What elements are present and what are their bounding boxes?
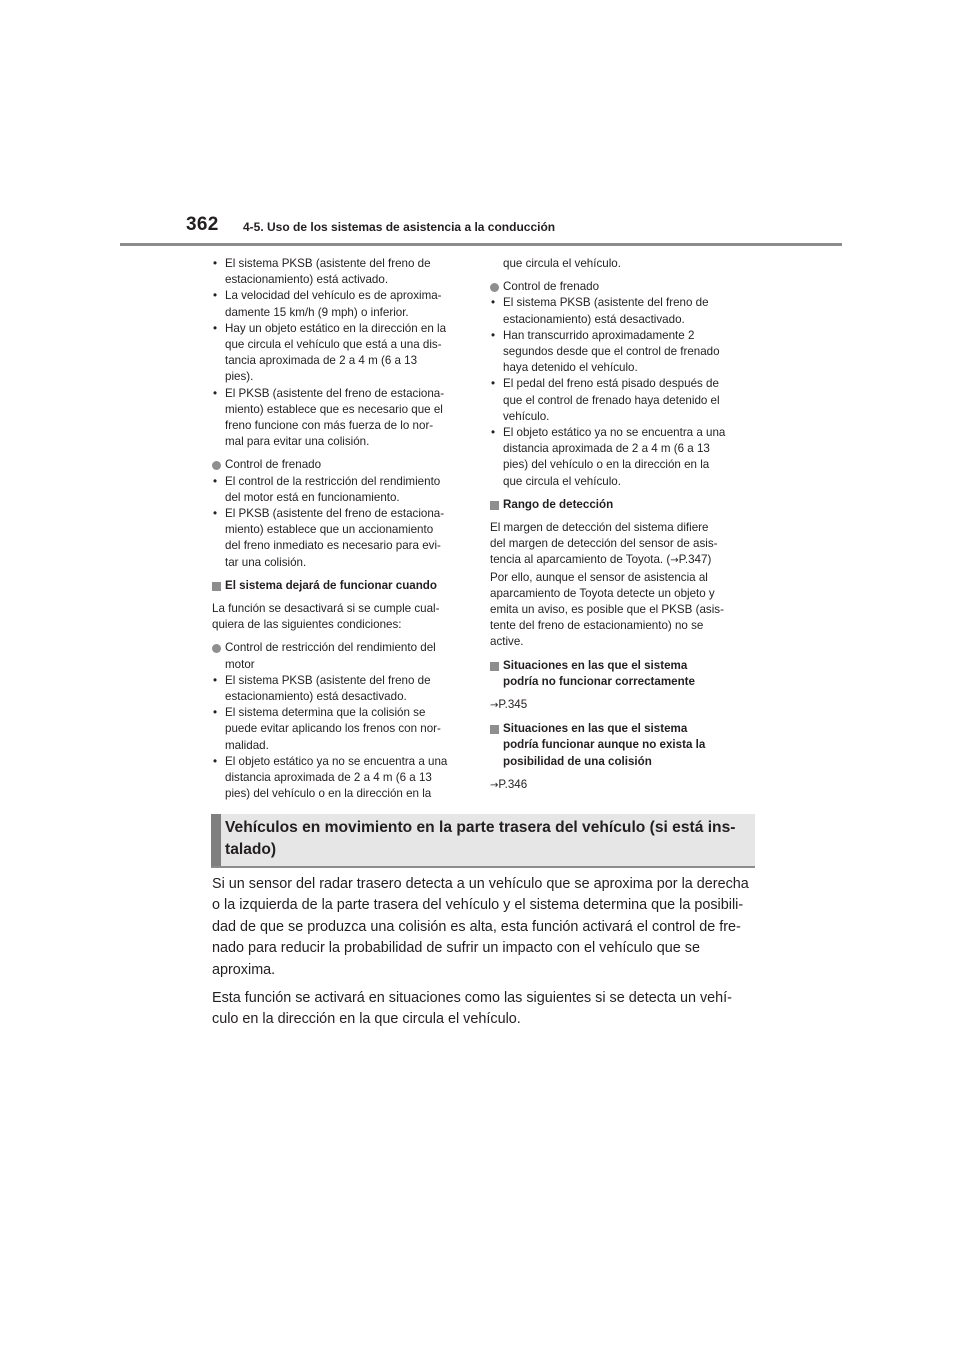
subsection bbox=[212, 640, 474, 802]
banner-title: Vehículos en movimiento en la parte trasera del vehículo (si está ins- talado) bbox=[225, 819, 736, 858]
heading: Situaciones en las que el sistema podría no funcionar correctamente bbox=[490, 658, 752, 690]
list-item: • La velocidad del vehículo es de aproxima- damente 15 km/h (9 mph) o inferior. bbox=[212, 288, 474, 320]
heading: Rango de detección bbox=[490, 497, 752, 513]
circle-bullet-icon bbox=[212, 461, 221, 470]
list-item: • El sistema determina que la colisión se puede evitar aplicando los frenos con nor- malidad. bbox=[212, 705, 474, 754]
square-bullet-icon bbox=[490, 725, 499, 734]
list-item: • El pedal del freno está pisado después de que el control de frenado haya detenido el vehículo. bbox=[490, 376, 752, 425]
left-column bbox=[212, 256, 474, 810]
page-number: 362 bbox=[186, 214, 219, 235]
header-rule bbox=[120, 243, 842, 246]
paragraph: El margen de detección del sistema difiere del margen de detección del sensor de asis- tencia al aparcamiento de Toyota. (→P.347) Por ello, aunque el sensor de asistencia al aparcamiento de Toyota detecte un objeto y emita un aviso, es posible que el PKSB (asis- tente del freno de estacionamiento) no se active. bbox=[490, 521, 724, 649]
list-item: • El sistema PKSB (asistente del freno de estacionamiento) está desactivado. bbox=[490, 295, 752, 327]
list-item: • El objeto estático ya no se encuentra a una distancia aproximada de 2 a 4 m (6 a 13 pies) del vehículo o en la dirección en la bbox=[212, 754, 474, 803]
list-item: • El sistema PKSB (asistente del freno de estacionamiento) está desactivado. bbox=[212, 673, 474, 705]
right-column bbox=[490, 256, 752, 801]
heading-block bbox=[490, 721, 752, 770]
continuation: que circula el vehículo. bbox=[503, 257, 621, 270]
subsection-title: Control de frenado bbox=[490, 279, 752, 295]
page-reference-link[interactable]: P.346 bbox=[498, 777, 528, 791]
subsection bbox=[212, 457, 474, 570]
paragraph: Esta función se activará en situaciones como las siguientes si se detecta un vehí- culo en la dirección en la que circula el vehículo. bbox=[212, 990, 732, 1028]
paragraph: Si un sensor del radar trasero detecta a un vehículo que se aproxima por la derecha o la izquierda de la parte trasera del vehículo y el sistema determina que la posibili- dad de que se produzca una colisión es alta, esta función activará el control de fre- nado para reducir la probabilidad de sufrir un impacto con el vehículo que se aproxima. bbox=[212, 876, 749, 978]
bullet-list bbox=[212, 256, 474, 450]
list-item: • El sistema PKSB (asistente del freno de estacionamiento) está activado. bbox=[212, 256, 474, 288]
section-title: 4-5. Uso de los sistemas de asistencia a la conducción bbox=[243, 220, 556, 234]
paragraph: La función se desactivará si se cumple cual- quiera de las siguientes condiciones: bbox=[212, 602, 440, 632]
square-bullet-icon bbox=[212, 582, 221, 591]
list-item: • El PKSB (asistente del freno de estaciona- miento) establece que un accionamiento del freno inmediato es necesario para evi- tar una colisión. bbox=[212, 506, 474, 571]
heading: El sistema dejará de funcionar cuando bbox=[212, 578, 474, 594]
heading-block bbox=[490, 497, 752, 513]
square-bullet-icon bbox=[490, 501, 499, 510]
list-item: • El objeto estático ya no se encuentra a una distancia aproximada de 2 a 4 m (6 a 13 pies) del vehículo o en la dirección en la que circula el vehículo. bbox=[490, 425, 752, 490]
page-reference-link[interactable]: P.347) bbox=[678, 553, 712, 567]
section-banner bbox=[211, 814, 755, 868]
subsection-title: Control de restricción del rendimiento del motor bbox=[212, 640, 474, 672]
list-item: • Han transcurrido aproximadamente 2 segundos desde que el control de frenado haya detenido el vehículo. bbox=[490, 328, 752, 377]
circle-bullet-icon bbox=[212, 644, 221, 653]
body-text bbox=[212, 874, 757, 1038]
subsection bbox=[490, 279, 752, 490]
banner-accent-bar bbox=[211, 814, 221, 866]
arrow-right-icon: → bbox=[670, 555, 679, 567]
list-item: • El control de la restricción del rendimiento del motor está en funcionamiento. bbox=[212, 474, 474, 506]
list-item: • El PKSB (asistente del freno de estaciona- miento) establece que es necesario que el freno funcione con más fuerza de lo nor- mal para evitar una colisión. bbox=[212, 386, 474, 451]
reference bbox=[490, 697, 752, 714]
heading: Situaciones en las que el sistema podría funcionar aunque no exista la posibilidad de una colisión bbox=[490, 721, 752, 770]
page-reference-link[interactable]: P.345 bbox=[498, 698, 528, 712]
heading-block bbox=[490, 658, 752, 690]
circle-bullet-icon bbox=[490, 283, 499, 292]
square-bullet-icon bbox=[490, 662, 499, 671]
subsection-title: Control de frenado bbox=[212, 457, 474, 473]
arrow-right-icon: → bbox=[490, 779, 499, 791]
heading-block bbox=[212, 578, 474, 594]
reference bbox=[490, 777, 752, 794]
list-item: • Hay un objeto estático en la dirección en la que circula el vehículo que está a una dis- tancia aproximada de 2 a 4 m (6 a 13 pies). bbox=[212, 321, 474, 386]
arrow-right-icon: → bbox=[490, 700, 499, 712]
